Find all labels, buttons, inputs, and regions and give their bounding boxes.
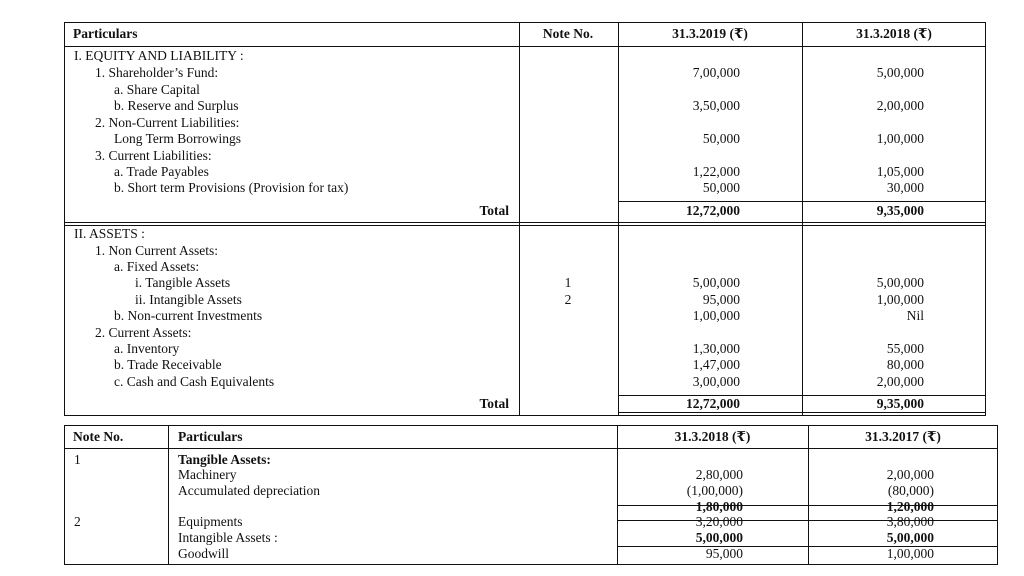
row-value-2019: 1,00,000 [692,308,740,323]
notes-row-value-2017: 1,00,000 [886,546,934,561]
total-rule [618,412,985,413]
row-value-2019: 5,00,000 [692,275,740,290]
header-divider [65,46,985,47]
notes-row-label: Tangible Assets: [178,452,271,467]
row-label: a. Trade Payables [114,164,209,179]
notes-row-label: Equipments [178,514,243,529]
total-value-2018: 9,35,000 [876,396,924,411]
row-value-2018: 5,00,000 [876,275,924,290]
row-value-2019: 95,000 [702,292,740,307]
row-label: b. Non-current Investments [114,308,263,323]
row-value-2019: 7,00,000 [692,65,740,80]
row-label: ii. Intangible Assets [135,292,242,307]
row-value-2018: 5,00,000 [876,65,924,80]
row-value-2019: 50,000 [702,180,740,195]
notes-row-value-2018: 3,20,000 [695,514,743,529]
notes-header-particulars: Particulars [178,429,243,444]
total-label: Total [479,203,509,218]
row-value-2019: 1,22,000 [692,164,740,179]
row-label: 2. Current Assets: [95,325,192,340]
row-value-2018: 1,00,000 [876,131,924,146]
row-value-2018: 30,000 [886,180,924,195]
row-label: 1. Shareholder’s Fund: [95,65,219,80]
header-year-2019: 31.3.2019 (₹) [672,26,748,41]
notes-header-note-no: Note No. [73,429,124,444]
row-note-no: 1 [564,275,572,290]
row-value-2019: 1,30,000 [692,341,740,356]
row-value-2018: 1,00,000 [876,292,924,307]
row-label: b. Trade Receivable [114,357,222,372]
notes-row-value-2017: 2,00,000 [886,467,934,482]
row-note-no: 2 [564,292,572,307]
section-divider [65,225,985,226]
row-label: i. Tangible Assets [135,275,231,290]
row-value-2018: 2,00,000 [876,374,924,389]
row-label: a. Share Capital [114,82,200,97]
row-value-2019: 3,00,000 [692,374,740,389]
notes-row-value-2017: 5,00,000 [886,530,934,545]
notes-header-year-2018: 31.3.2018 (₹) [674,429,751,444]
total-value-2019: 12,72,000 [686,396,740,411]
notes-row-value-2017: (80,000) [887,483,934,498]
total-label: Total [479,396,509,411]
total-value-2018: 9,35,000 [876,203,924,218]
row-label: 2. Non-Current Liabilities: [95,115,240,130]
row-value-2018: 55,000 [886,341,924,356]
header-divider [65,448,997,449]
notes-row-note-no: 1 [74,452,81,467]
section-divider [65,222,985,223]
row-value-2019: 3,50,000 [692,98,740,113]
notes-subtotal-2017: 1,20,000 [886,499,934,514]
row-value-2018: 80,000 [886,357,924,372]
row-label: II. ASSETS : [74,226,145,241]
row-value-2018: 1,05,000 [876,164,924,179]
row-value-2019: 1,47,000 [692,357,740,372]
notes-header-year-2017: 31.3.2017 (₹) [865,429,941,444]
row-value-2019: 50,000 [702,131,740,146]
total-rule [618,201,985,202]
row-label: a. Inventory [114,341,180,356]
notes-row-label: Goodwill [178,546,230,561]
row-label: c. Cash and Cash Equivalents [114,374,275,389]
row-label: b. Short term Provisions (Provision for tax) [114,180,349,195]
row-label: Long Term Borrowings [114,131,242,146]
col-divider [168,426,169,564]
notes-row-label: Intangible Assets : [178,530,278,545]
notes-row-value-2018: 5,00,000 [695,530,743,545]
notes-row-label: Accumulated depreciation [178,483,321,498]
row-label: 1. Non Current Assets: [95,243,218,258]
notes-row-value-2017: 3,80,000 [886,514,934,529]
row-label: 3. Current Liabilities: [95,148,212,163]
notes-subtotal-2018: 1,80,000 [695,499,743,514]
notes-row-label: Machinery [178,467,237,482]
notes-row-value-2018: (1,00,000) [686,483,743,498]
notes-row-value-2018: 95,000 [705,546,743,561]
header-year-2018: 31.3.2018 (₹) [856,26,932,41]
col-divider [519,23,520,415]
notes-row-value-2018: 2,80,000 [695,467,743,482]
header-particulars: Particulars [73,26,138,41]
row-label: I. EQUITY AND LIABILITY : [74,48,244,63]
row-label: a. Fixed Assets: [114,259,200,274]
row-label: b. Reserve and Surplus [114,98,239,113]
row-value-2018: 2,00,000 [876,98,924,113]
notes-row-note-no: 2 [74,514,81,529]
header-note-no: Note No. [542,26,594,41]
total-value-2019: 12,72,000 [686,203,740,218]
row-value-2018: Nil [906,308,924,323]
